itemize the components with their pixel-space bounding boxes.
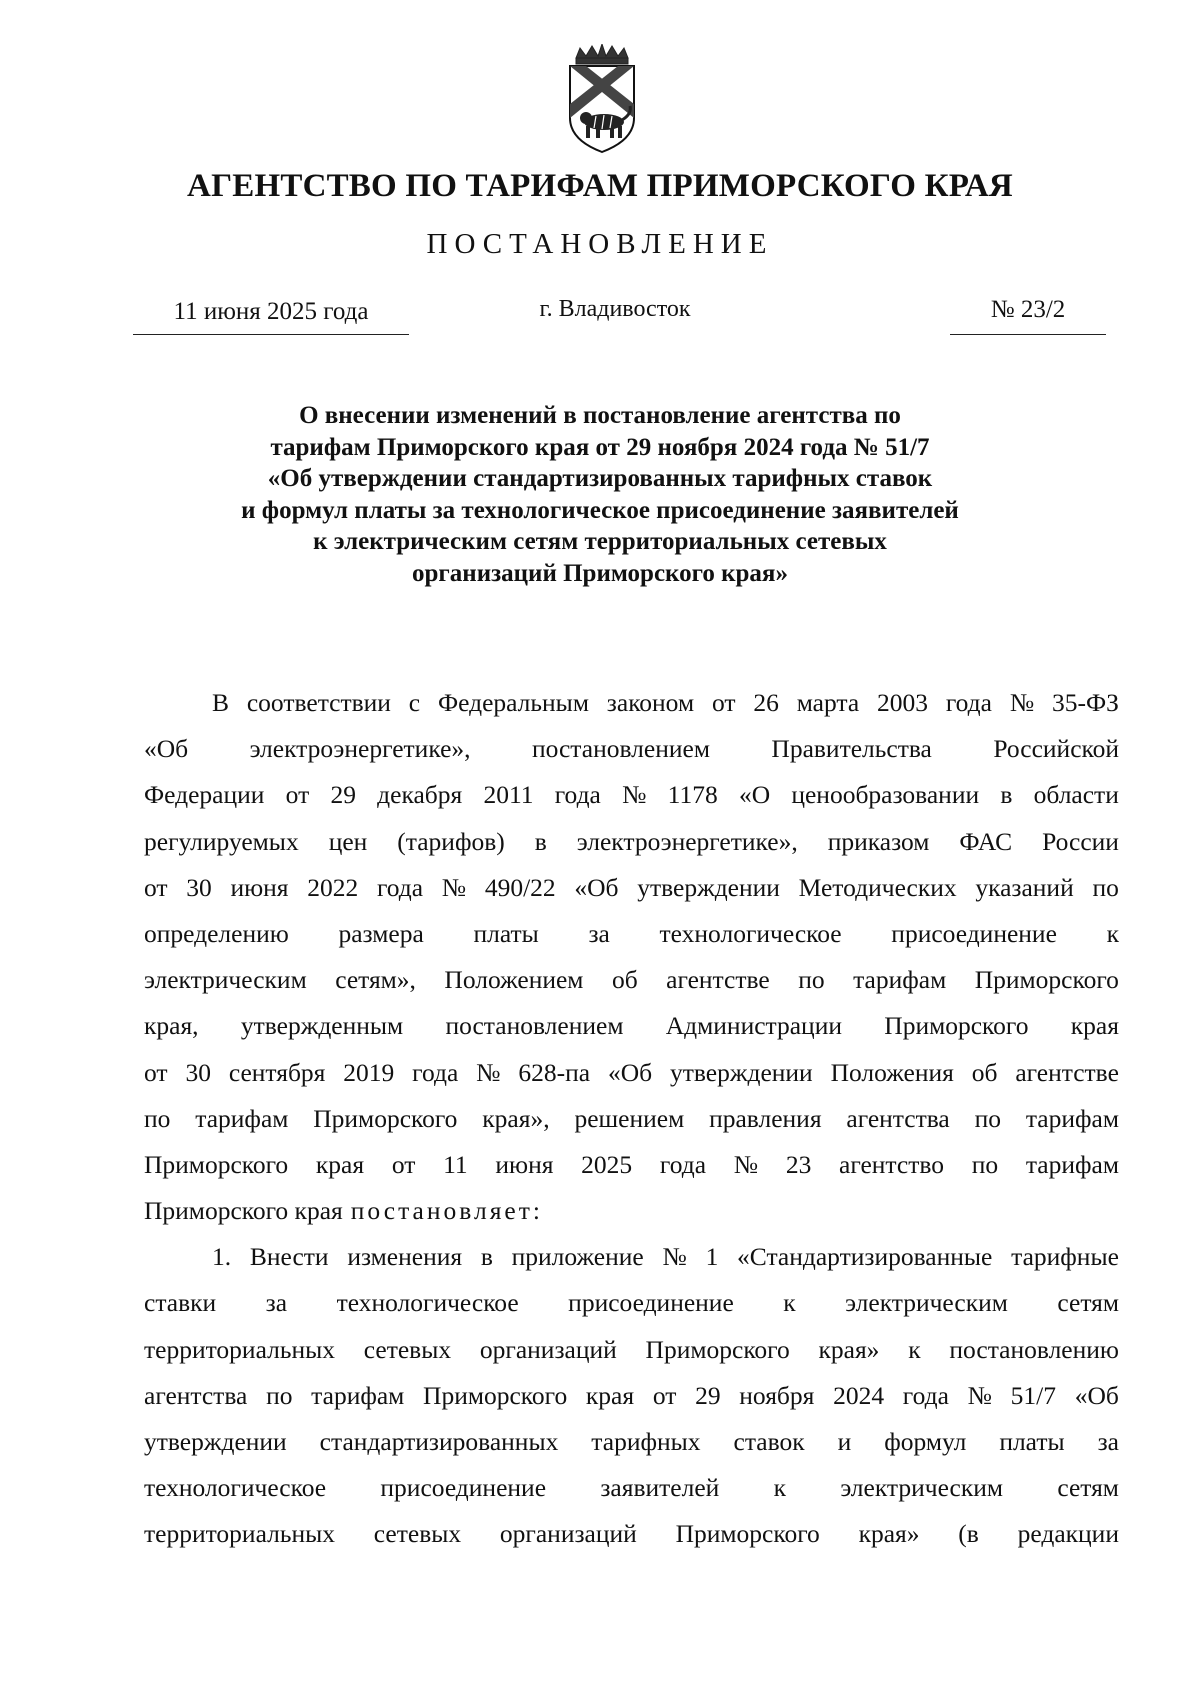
word: электрическим <box>845 1288 1008 1318</box>
word: 1178 <box>667 780 718 810</box>
word: соответствии <box>246 688 391 717</box>
word: за <box>588 918 610 948</box>
word: Федерации <box>144 780 265 810</box>
agency-name: АГЕНТСТВО ПО ТАРИФАМ ПРИМОРСКОГО КРАЯ <box>187 168 1013 204</box>
word: № <box>476 1057 501 1087</box>
word: за <box>265 1288 288 1318</box>
word: присоединение <box>568 1288 734 1318</box>
word: за <box>1097 1427 1119 1456</box>
word: утверждении <box>670 1057 813 1087</box>
word: «О <box>738 780 771 810</box>
word: № <box>733 1149 759 1179</box>
word: по <box>971 1149 999 1179</box>
title-line: и формул платы за технологическое присоединение заявителей <box>241 496 959 524</box>
word: Правительства <box>771 734 932 764</box>
word: территориальных <box>144 1519 335 1549</box>
body-line <box>144 726 1119 772</box>
word: Российской <box>993 734 1119 764</box>
word: 23 <box>785 1149 812 1179</box>
resolution-keyword: постановляет: <box>350 1196 543 1226</box>
word: года <box>945 688 992 717</box>
word: приказом <box>827 826 930 856</box>
word: июня <box>495 1149 554 1179</box>
document-number: № 23/2 <box>950 296 1106 335</box>
word: об <box>971 1057 998 1087</box>
word: Администрации <box>665 1011 842 1041</box>
body-line <box>144 1419 1119 1465</box>
word: «Об <box>607 1057 653 1087</box>
word: В <box>212 688 230 717</box>
word: регулируемых <box>144 826 299 856</box>
word: электроэнергетике», <box>249 734 471 764</box>
word: к <box>783 1288 796 1318</box>
word: Приморского <box>144 1149 289 1179</box>
word: утвержденным <box>240 1011 404 1041</box>
word: тарифам <box>853 965 947 995</box>
word: «Об <box>144 734 189 764</box>
word: платы <box>473 918 539 948</box>
word: сетевых <box>373 1519 462 1549</box>
word: сетям <box>1057 1288 1119 1318</box>
body-line <box>144 1373 1119 1419</box>
word: сетям <box>1057 1473 1119 1503</box>
word: правления <box>709 1103 822 1133</box>
word: присоединение <box>380 1473 547 1503</box>
word: изменения <box>347 1242 463 1272</box>
word: марта <box>796 688 860 717</box>
word: указаний <box>975 872 1074 902</box>
word: ставок <box>733 1427 805 1456</box>
word: 2019 <box>343 1057 395 1087</box>
word: заявителей <box>600 1473 720 1503</box>
word: электрическим <box>840 1473 1004 1503</box>
word: от <box>391 1149 416 1179</box>
word: (тарифов) <box>397 826 505 856</box>
word: края» <box>818 1334 880 1364</box>
word: 11 <box>443 1149 468 1179</box>
body-line <box>144 1096 1119 1142</box>
body-line <box>144 911 1119 957</box>
word: платы <box>999 1427 1065 1456</box>
word: года <box>412 1057 459 1087</box>
word: 35-ФЗ <box>1052 688 1119 717</box>
word: агентства <box>846 1103 950 1133</box>
word: Положением <box>444 965 584 995</box>
word: области <box>1033 780 1119 810</box>
document-city: г. Владивосток <box>539 296 691 322</box>
body-line <box>144 957 1119 1003</box>
word: края <box>585 1380 635 1410</box>
word: организаций <box>499 1519 637 1549</box>
word: присоединение <box>891 918 1057 948</box>
body-line <box>144 1511 1119 1557</box>
word: края <box>315 1149 365 1179</box>
word: утверждении <box>144 1427 287 1456</box>
body-line <box>144 772 1119 818</box>
word: от <box>285 780 310 810</box>
word: с <box>408 688 421 717</box>
word: Федеральным <box>437 688 589 717</box>
word: в <box>480 1242 493 1272</box>
word: июня <box>230 872 289 902</box>
word: постановлением <box>531 734 710 764</box>
word: по <box>798 965 825 995</box>
document-date: 11 июня 2025 года <box>133 298 409 335</box>
word: от <box>711 688 736 717</box>
word: определению <box>144 918 289 948</box>
document-body <box>144 680 1119 1558</box>
word: цен <box>328 826 368 856</box>
word: ФАС <box>959 826 1013 856</box>
word: декабря <box>377 780 463 810</box>
word: в <box>1000 780 1013 810</box>
word: 2025 <box>581 1149 633 1179</box>
word: края <box>1070 1011 1119 1041</box>
word: 29 <box>330 780 356 810</box>
body-line <box>144 1280 1119 1326</box>
word: тарифам <box>195 1103 289 1133</box>
word: по <box>144 1103 171 1133</box>
word: редакции <box>1017 1519 1119 1549</box>
word: края, <box>144 1011 199 1041</box>
word: к <box>1106 918 1119 948</box>
word: 26 <box>753 688 779 717</box>
word: Методических <box>798 872 957 902</box>
word: электрическим <box>144 965 307 995</box>
word: года <box>554 780 601 810</box>
word: (в <box>958 1519 979 1549</box>
word: к <box>908 1334 921 1364</box>
word: от <box>144 1057 168 1087</box>
word: 2022 <box>307 872 359 902</box>
coat-of-arms-icon <box>562 44 642 154</box>
body-line <box>144 1050 1119 1096</box>
word: Приморского <box>313 1103 458 1133</box>
word: стандартизированных <box>319 1427 559 1456</box>
word: агентстве <box>666 965 770 995</box>
word: ноября <box>739 1380 815 1410</box>
word: постановлением <box>445 1011 624 1041</box>
word: технологическое <box>659 918 842 948</box>
word: № <box>441 872 467 902</box>
word: ставки <box>144 1288 217 1318</box>
word: 29 <box>695 1380 721 1410</box>
word: по <box>266 1380 293 1410</box>
word: № <box>967 1380 992 1410</box>
word: 628-па <box>518 1057 591 1087</box>
word: решением <box>574 1103 685 1133</box>
word: года <box>376 872 424 902</box>
word: 1 <box>705 1242 719 1272</box>
word: тарифам <box>311 1380 405 1410</box>
title-line: организаций Приморского края» <box>412 559 788 587</box>
body-line <box>144 819 1119 865</box>
word: 1. <box>212 1242 232 1272</box>
word: утверждении <box>637 872 780 902</box>
word: и <box>837 1427 852 1456</box>
word: 2011 <box>483 780 534 810</box>
word: года <box>659 1149 707 1179</box>
word: 30 <box>185 1057 211 1087</box>
word: «Об <box>1074 1380 1119 1410</box>
word: тарифам <box>1025 1149 1119 1179</box>
word: территориальных <box>144 1334 335 1364</box>
word: технологическое <box>336 1288 519 1318</box>
word: России <box>1042 826 1119 856</box>
word: года <box>902 1380 949 1410</box>
word: по <box>974 1103 1001 1133</box>
body-line-start: Приморского края <box>144 1196 343 1226</box>
word: по <box>1092 872 1119 902</box>
word: Внести <box>249 1242 329 1272</box>
word: об <box>611 965 638 995</box>
word: законом <box>606 688 695 717</box>
body-line <box>144 1142 1119 1188</box>
body-line-last <box>144 1188 1119 1234</box>
word: Приморского <box>675 1519 820 1549</box>
word: организаций <box>479 1334 617 1364</box>
word: агентство <box>839 1149 944 1179</box>
document-title <box>180 400 1020 589</box>
word: Приморского <box>884 1011 1029 1041</box>
word: сетевых <box>363 1334 452 1364</box>
word: 30 <box>186 872 212 902</box>
title-line: «Об утверждении стандартизированных тарифных ставок <box>267 465 933 492</box>
word: № <box>1009 688 1035 717</box>
word: Приморского <box>645 1334 790 1364</box>
body-line <box>144 1003 1119 1049</box>
title-line: О внесении изменений в постановление агентства по <box>299 402 901 429</box>
title-line: тарифам Приморского края от 29 ноября 2024 года № 51/7 <box>270 433 930 461</box>
word: Приморского <box>423 1380 568 1410</box>
word: агентстве <box>1015 1057 1119 1087</box>
word: 51/7 <box>1010 1380 1057 1410</box>
word: в <box>534 826 547 856</box>
word: электроэнергетике», <box>576 826 798 856</box>
title-line: к электрическим сетям территориальных сетевых <box>313 528 887 555</box>
word: тарифных <box>591 1427 701 1456</box>
word: № <box>662 1242 687 1272</box>
body-line <box>144 680 1119 726</box>
word: края», <box>482 1103 550 1133</box>
body-line <box>144 865 1119 911</box>
word: Положения <box>830 1057 954 1087</box>
word: «Об <box>574 872 619 902</box>
word: от <box>652 1380 677 1410</box>
word: формул <box>884 1427 967 1456</box>
word: к <box>773 1473 786 1503</box>
word: приложение <box>511 1242 644 1272</box>
word: 2024 <box>833 1380 885 1410</box>
word: сентября <box>228 1057 326 1087</box>
body-line <box>144 1327 1119 1373</box>
word: Приморского <box>974 965 1119 995</box>
word: «Стандартизированные <box>737 1242 993 1272</box>
word: размера <box>338 918 424 948</box>
word: 2003 <box>877 688 928 717</box>
word: от <box>144 872 168 902</box>
word: сетям», <box>335 965 416 995</box>
body-line <box>144 1234 1119 1280</box>
word: тарифам <box>1025 1103 1119 1133</box>
word: постановлению <box>949 1334 1119 1364</box>
word: ценообразовании <box>791 780 980 810</box>
word: тарифные <box>1011 1242 1119 1272</box>
word: технологическое <box>144 1473 327 1503</box>
document-type: ПОСТАНОВЛЕНИЕ <box>426 228 774 260</box>
word: агентства <box>144 1380 248 1410</box>
body-line <box>144 1465 1119 1511</box>
word: 490/22 <box>484 872 556 902</box>
word: края» <box>858 1519 920 1549</box>
word: № <box>622 780 647 810</box>
